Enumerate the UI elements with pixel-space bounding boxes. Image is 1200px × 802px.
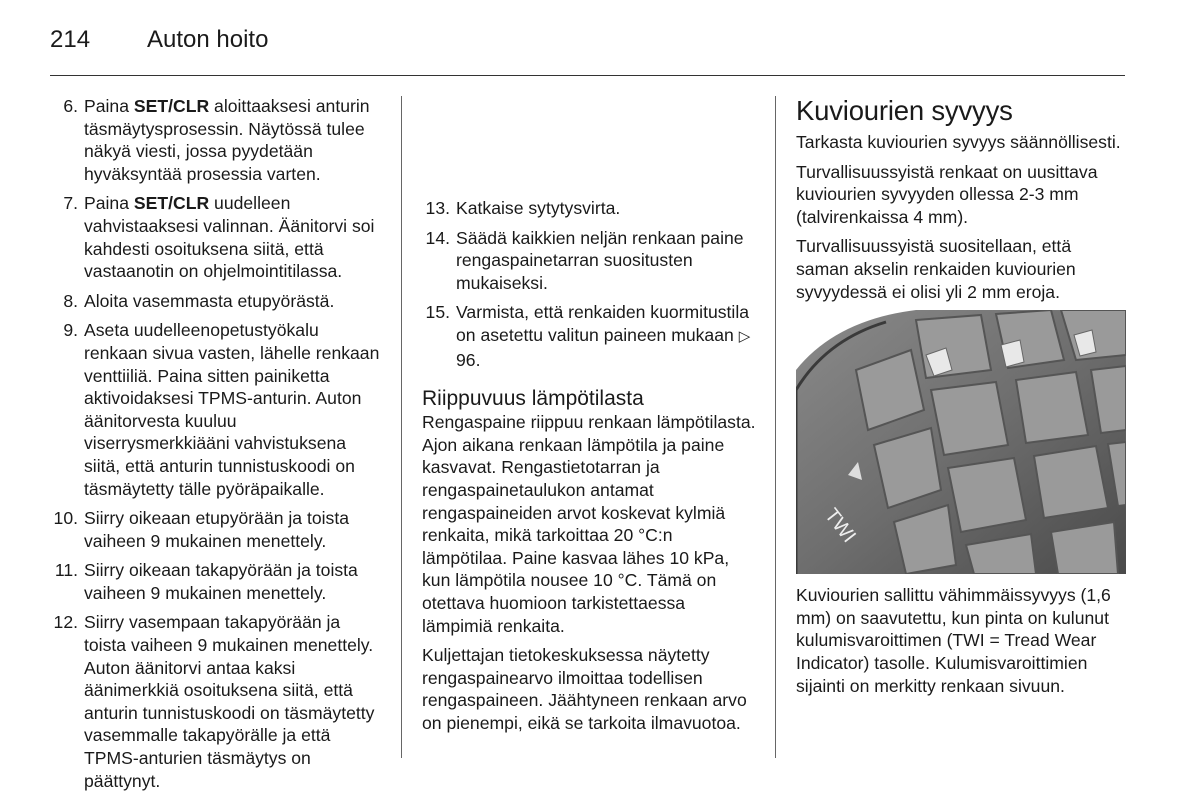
- step-number: 15.: [425, 302, 450, 323]
- column-divider-2: [775, 96, 776, 758]
- step-number: 9.: [63, 320, 78, 341]
- step-number: 8.: [63, 290, 78, 311]
- section-heading-tread-depth: Kuviourien syvyys: [796, 95, 1013, 126]
- step-number: 6.: [63, 96, 78, 116]
- page-header: [50, 26, 268, 54]
- step-14: [422, 227, 757, 295]
- column-1: [50, 95, 385, 799]
- step-10: [50, 507, 385, 552]
- image-caption: Kuviourien sallittu vähimmäissyvyys (1,6 mm) on saavutettu, kun pinta on kulunut kulumisvaroittimen (TWI = Tread Wear Indicator) tasolle. Kulumisvaroittimien sijainti on merkitty renkaan sivuun.: [796, 585, 1111, 696]
- paragraph: Kuljettajan tietokeskuksessa näytetty rengaspainearvo ilmoittaa todellisen rengaspaineen. Jäähtyneen renkaan arvo on pienempi, eikä se tarkoita ilmavuotoa.: [422, 645, 747, 733]
- step-text: Katkaise sytytysvirta.: [456, 198, 621, 218]
- step-number: 10.: [53, 508, 78, 529]
- step-number: 12.: [53, 612, 78, 633]
- step-text: uudelleen vahvistaaksesi valinnan. Äänitorvi soi kahdesti osoituksena siitä, että vastaanotin on ohjelmointitilassa.: [84, 193, 375, 282]
- step-number: 11.: [54, 560, 78, 581]
- column-2: [422, 95, 757, 741]
- step-text: Aloita vasemmasta etupyörästä.: [84, 290, 335, 311]
- step-13: [422, 197, 757, 220]
- step-text: Siirry oikeaan takapyörään ja toista vaiheen 9 mukainen menettely.: [84, 560, 358, 603]
- step-6: [50, 95, 385, 185]
- tire-tread-image: [796, 310, 1126, 574]
- section-heading-temperature: Riippuvuus lämpötilasta: [422, 387, 644, 411]
- step-12-continued-spacer: [422, 95, 757, 197]
- paragraph: Tarkasta kuviourien syvyys säännöllisesti.: [796, 132, 1121, 152]
- button-label-set-clr: SET/CLR: [133, 193, 210, 214]
- step-text: Paina: [84, 96, 134, 116]
- paragraph: Turvallisuussyistä suositellaan, että saman akselin renkaiden kuviourien syvyydessä ei olisi yli 2 mm eroja.: [796, 236, 1076, 302]
- paragraph: Turvallisuussyistä renkaat on uusittava kuviourien syvyyden ollessa 2-3 mm (talvirenkaissa 4 mm).: [796, 161, 1098, 227]
- step-9: [50, 319, 385, 500]
- step-number: 7.: [63, 193, 78, 214]
- page-reference[interactable]: 96.: [456, 349, 481, 370]
- step-text: Säädä kaikkien neljän renkaan paine rengaspainetarran suositusten mukaiseksi.: [456, 227, 744, 293]
- step-text: Siirry vasempaan takapyörään ja toista vaiheen 9 mukainen menettely. Auton äänitorvi antaa kaksi äänimerkkiä osoituksena siitä, että anturin tunnistuskoodi on täsmäytetty vasemmalle takapyörälle ja että TPMS-anturien täsmäytys on päättynyt.: [84, 612, 375, 791]
- step-8: [50, 290, 385, 313]
- step-15: [422, 301, 757, 371]
- step-text: Aseta uudelleenopetustyökalu renkaan sivua vasten, lähelle renkaan venttiiliä. Paina sitten painiketta aktivoidaksesi TPMS-anturin. Auton äänitorvesta kuuluu viserrysmerkkiääni vahvistuksena siitä, että anturin tunnistuskoodi on täsmäytetty tälle pyöräpaikalle.: [84, 320, 380, 499]
- page-title: Auton hoito: [147, 26, 269, 53]
- header-rule: [50, 75, 1125, 76]
- step-number: 14.: [425, 227, 450, 248]
- page-reference-arrow-icon[interactable]: ▷: [738, 327, 751, 345]
- step-text: Paina: [84, 193, 134, 214]
- twi-label: TWI: [820, 504, 860, 548]
- step-number: 13.: [425, 198, 450, 218]
- paragraph: Rengaspaine riippuu renkaan lämpötilasta. Ajon aikana renkaan lämpötila ja paine kasvavat. Rengastietotarran ja rengaspainetaulukon antamat rengaspaineiden arvot koskevat kylmiä renkaita, mikä tarkoittaa 20 °C:n lämpötilaa. Paine kasvaa lähes 10 kPa, kun lämpötila nousee 10 °C. Tämä on otettava huomioon tarkistettaessa lämpimiä renkaita.: [422, 412, 756, 636]
- step-text: Varmista, että renkaiden kuormitustila on asetettu valitun paineen mukaan: [456, 302, 750, 345]
- step-11: [50, 559, 385, 604]
- step-text: Siirry oikeaan etupyörään ja toista vaiheen 9 mukainen menettely.: [84, 508, 350, 551]
- step-12: [50, 611, 385, 792]
- column-divider-1: [401, 96, 402, 758]
- step-text: aloittaaksesi anturin täsmäytysprosessin. Näytössä tulee näkyä viesti, jossa pyydetään hyväksyntää prosessia varten.: [84, 96, 370, 184]
- column-3: [796, 95, 1126, 704]
- page-number: 214: [50, 26, 91, 53]
- button-label-set-clr: SET/CLR: [133, 96, 210, 116]
- step-7: [50, 192, 385, 282]
